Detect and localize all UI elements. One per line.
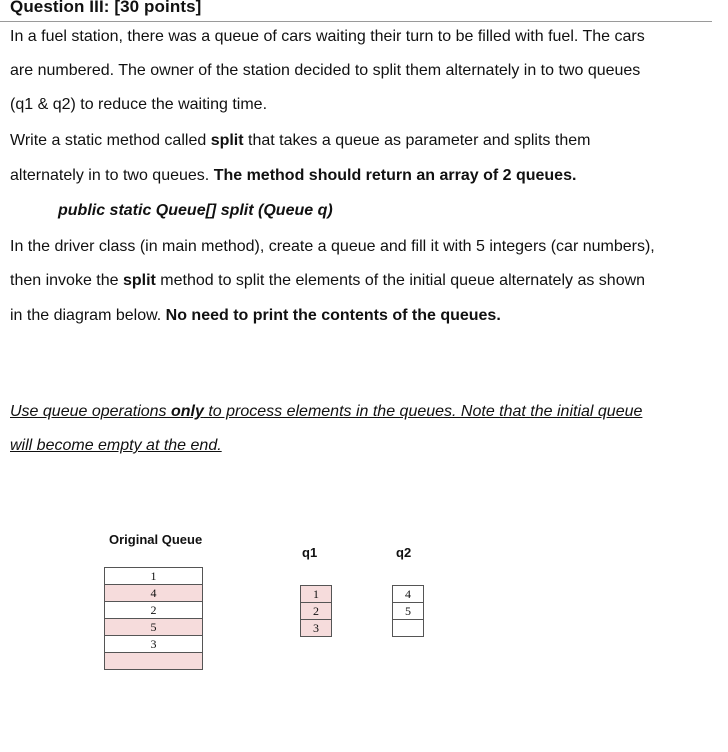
para3-text: in the diagram below.: [10, 307, 166, 324]
q1-label: q1: [302, 545, 318, 560]
queue-row: [393, 586, 424, 603]
queue-cell: [393, 620, 424, 637]
para3-line2: [10, 272, 645, 290]
para2-line2: [10, 167, 576, 185]
queue-cell: 2: [301, 603, 332, 620]
para3-line3: [10, 307, 501, 325]
no-print-note: No need to print the contents of the queues.: [165, 307, 501, 324]
split-keyword: split: [210, 132, 244, 149]
note-line1: [10, 403, 642, 421]
queue-cell: [105, 653, 203, 670]
queue-row: [105, 636, 203, 653]
method-signature: public static Queue[] split (Queue q): [58, 202, 333, 219]
q2-label: q2: [396, 545, 412, 560]
queue-cell: 5: [393, 603, 424, 620]
para1-line1: In a fuel station, there was a queue of cars waiting their turn to be filled with fuel. The cars: [10, 28, 645, 45]
queue-cell: 3: [105, 636, 203, 653]
q1-table: [300, 585, 332, 637]
queue-cell: 1: [105, 568, 203, 585]
queue-cell: 2: [105, 602, 203, 619]
original-queue-label: Original Queue: [109, 532, 203, 547]
para3-text: method to split the elements of the initial queue alternately as shown: [155, 272, 646, 289]
q2-table: [392, 585, 424, 637]
para1-line2: are numbered. The owner of the station decided to split them alternately in to two queues: [10, 62, 641, 79]
para2-text: alternately in to two queues.: [10, 167, 214, 184]
queue-row: [105, 568, 203, 585]
queue-cell: 3: [301, 620, 332, 637]
queue-row: [301, 586, 332, 603]
queue-cell: 1: [301, 586, 332, 603]
queue-row: [105, 602, 203, 619]
para2-text: that takes a queue as parameter and splits them: [243, 132, 591, 149]
question-heading: Question III: [30 points]: [10, 0, 202, 16]
queue-row: [393, 603, 424, 620]
queue-row: [105, 585, 203, 602]
note-text: to process elements in the queues. Note that the initial queue: [203, 403, 643, 420]
queue-cell: 4: [393, 586, 424, 603]
queue-row: [301, 620, 332, 637]
queue-row: [393, 620, 424, 637]
queue-row: [105, 619, 203, 636]
note-line2: will become empty at the end.: [10, 437, 222, 454]
queue-cell: 5: [105, 619, 203, 636]
queue-row: [301, 603, 332, 620]
return-requirement: The method should return an array of 2 queues.: [213, 167, 577, 184]
queue-row: [105, 653, 203, 670]
split-keyword: split: [122, 272, 156, 289]
para3-text: then invoke the: [10, 272, 123, 289]
para2-text: Write a static method called: [10, 132, 211, 149]
only-emphasis: only: [171, 403, 204, 420]
heading-divider: [0, 21, 712, 22]
para1-line3: (q1 & q2) to reduce the waiting time.: [10, 96, 268, 113]
para2-line1: [10, 132, 590, 150]
note-text: Use queue operations: [10, 403, 171, 420]
original-queue-table: [104, 567, 203, 670]
para3-line1: In the driver class (in main method), create a queue and fill it with 5 integers (car numbers),: [10, 238, 655, 255]
queue-cell: 4: [105, 585, 203, 602]
